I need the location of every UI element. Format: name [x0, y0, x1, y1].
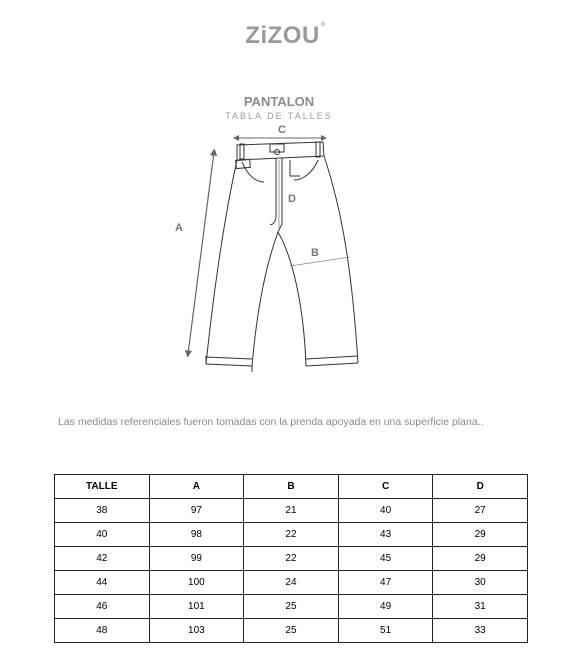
page-title: PANTALON — [243, 94, 315, 109]
cell-talle: 48 — [55, 619, 150, 643]
cell-b: 25 — [244, 595, 339, 619]
cell-a: 97 — [149, 499, 244, 523]
cell-c: 40 — [338, 499, 433, 523]
cell-d: 31 — [433, 595, 528, 619]
header-talle: TALLE — [55, 475, 150, 499]
header-c: C — [338, 475, 433, 499]
cell-d: 33 — [433, 619, 528, 643]
cell-b: 22 — [244, 547, 339, 571]
size-table — [54, 474, 528, 643]
cell-talle: 38 — [55, 499, 150, 523]
cell-b: 22 — [244, 523, 339, 547]
cell-d: 29 — [433, 523, 528, 547]
measure-b-line — [290, 257, 350, 266]
cell-d: 30 — [433, 571, 528, 595]
cell-talle: 40 — [55, 523, 150, 547]
logo-text: ZiZOU — [245, 22, 320, 49]
cell-talle: 42 — [55, 547, 150, 571]
cell-b: 21 — [244, 499, 339, 523]
measure-a-label: A — [175, 222, 183, 234]
page-subtitle: TABLA DE TALLES — [225, 111, 333, 121]
cell-a: 98 — [149, 523, 244, 547]
table-row — [55, 595, 528, 619]
cell-d: 29 — [433, 547, 528, 571]
table-row — [55, 571, 528, 595]
measure-d-label: D — [288, 193, 296, 205]
measure-c-label: C — [278, 124, 286, 136]
table-row — [55, 499, 528, 523]
cell-d: 27 — [433, 499, 528, 523]
table-row — [55, 619, 528, 643]
cell-talle: 46 — [55, 595, 150, 619]
size-table-header — [55, 475, 528, 499]
pants-diagram — [160, 120, 380, 380]
measurement-note: Las medidas referenciales fueron tomadas con la prenda apoyada en una superficie plana.. — [58, 416, 484, 428]
header-b: B — [244, 475, 339, 499]
cell-a: 103 — [149, 619, 244, 643]
cell-b: 25 — [244, 619, 339, 643]
header-a: A — [149, 475, 244, 499]
cell-talle: 44 — [55, 571, 150, 595]
pants-outline — [206, 142, 358, 372]
cell-a: 100 — [149, 571, 244, 595]
cell-b: 24 — [244, 571, 339, 595]
cell-a: 99 — [149, 547, 244, 571]
brand-logo — [0, 22, 571, 50]
table-row — [55, 523, 528, 547]
registered-mark: ® — [320, 22, 326, 28]
cell-a: 101 — [149, 595, 244, 619]
cell-c: 43 — [338, 523, 433, 547]
cell-c: 47 — [338, 571, 433, 595]
measure-b-label: B — [311, 247, 319, 259]
cell-c: 51 — [338, 619, 433, 643]
table-row — [55, 547, 528, 571]
header-d: D — [433, 475, 528, 499]
cell-c: 45 — [338, 547, 433, 571]
cell-c: 49 — [338, 595, 433, 619]
